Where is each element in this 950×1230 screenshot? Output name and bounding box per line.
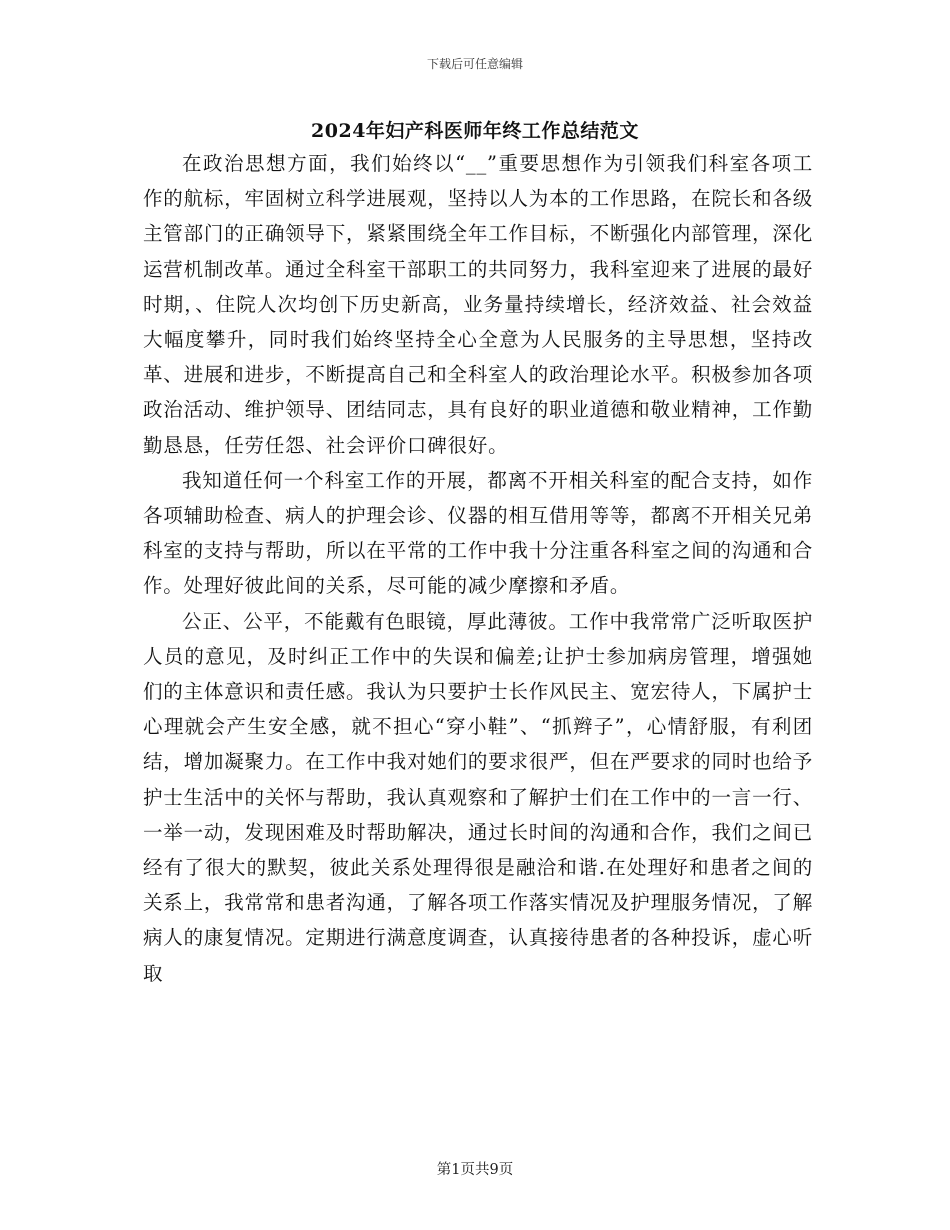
page-number: 第1页共9页 [436, 1162, 514, 1178]
header-note: 下载后可任意编辑 [426, 57, 523, 71]
document-title: 2024年妇产科医师年终工作总结范文 [311, 120, 639, 142]
paragraph-department-cooperation: 我知道任何一个科室工作的开展，都离不开相关科室的配合支持，如作各项辅助检查、病人的护理会诊、仪器的相互借用等等，都离不开相关兄弟科室的支持与帮助，所以在平常的工作中我十分注重各科室之间的沟通和合作。处理好彼此间的关系，尽可能的减少摩擦和矛盾。 [143, 468, 813, 598]
document-body [143, 146, 813, 991]
paragraph-fairness-management: 公正、公平，不能戴有色眼镜，厚此薄彼。工作中我常常广泛听取医护人员的意见，及时纠正工作中的失误和偏差;让护士参加病房管理，增强她们的主体意识和责任感。我认为只要护士长作风民主、宽宏待人，下属护士心理就会产生安全感，就不担心“穿小鞋”、“抓辫子”，心情舒服，有利团结，增加凝聚力。在工作中我对她们的要求很严，但在严要求的同时也给予护士生活中的关怀与帮助，我认真观察和了解护士们在工作中的一言一行、一举一动，发现困难及时帮助解决，通过长时间的沟通和合作，我们之间已经有了很大的默契，彼此关系处理得很是融洽和谐.在处理好和患者之间的关系上，我常常和患者沟通，了解各项工作落实情况及护理服务情况，了解病人的康复情况。定期进行满意度调查，认真接待患者的各种投诉，虚心听取 [143, 609, 813, 985]
paragraph-political-thought: 在政治思想方面，我们始终以“__”重要思想作为引领我们科室各项工作的航标，牢固树立科学进展观，坚持以人为本的工作思路，在院长和各级主管部门的正确领导下，紧紧围绕全年工作目标，不断强化内部管理，深化运营机制改革。通过全科室干部职工的共同努力，我科室迎来了进展的最好时期，、住院人次均创下历史新高，业务量持续增长，经济效益、社会效益大幅度攀升，同时我们始终坚持全心全意为人民服务的主导思想，坚持改革、进展和进步，不断提高自己和全科室人的政治理论水平。积极参加各项政治活动、维护领导、团结同志，具有良好的职业道德和敬业精神，工作勤勤恳恳，任劳任怨、社会评价口碑很好。 [143, 152, 813, 457]
